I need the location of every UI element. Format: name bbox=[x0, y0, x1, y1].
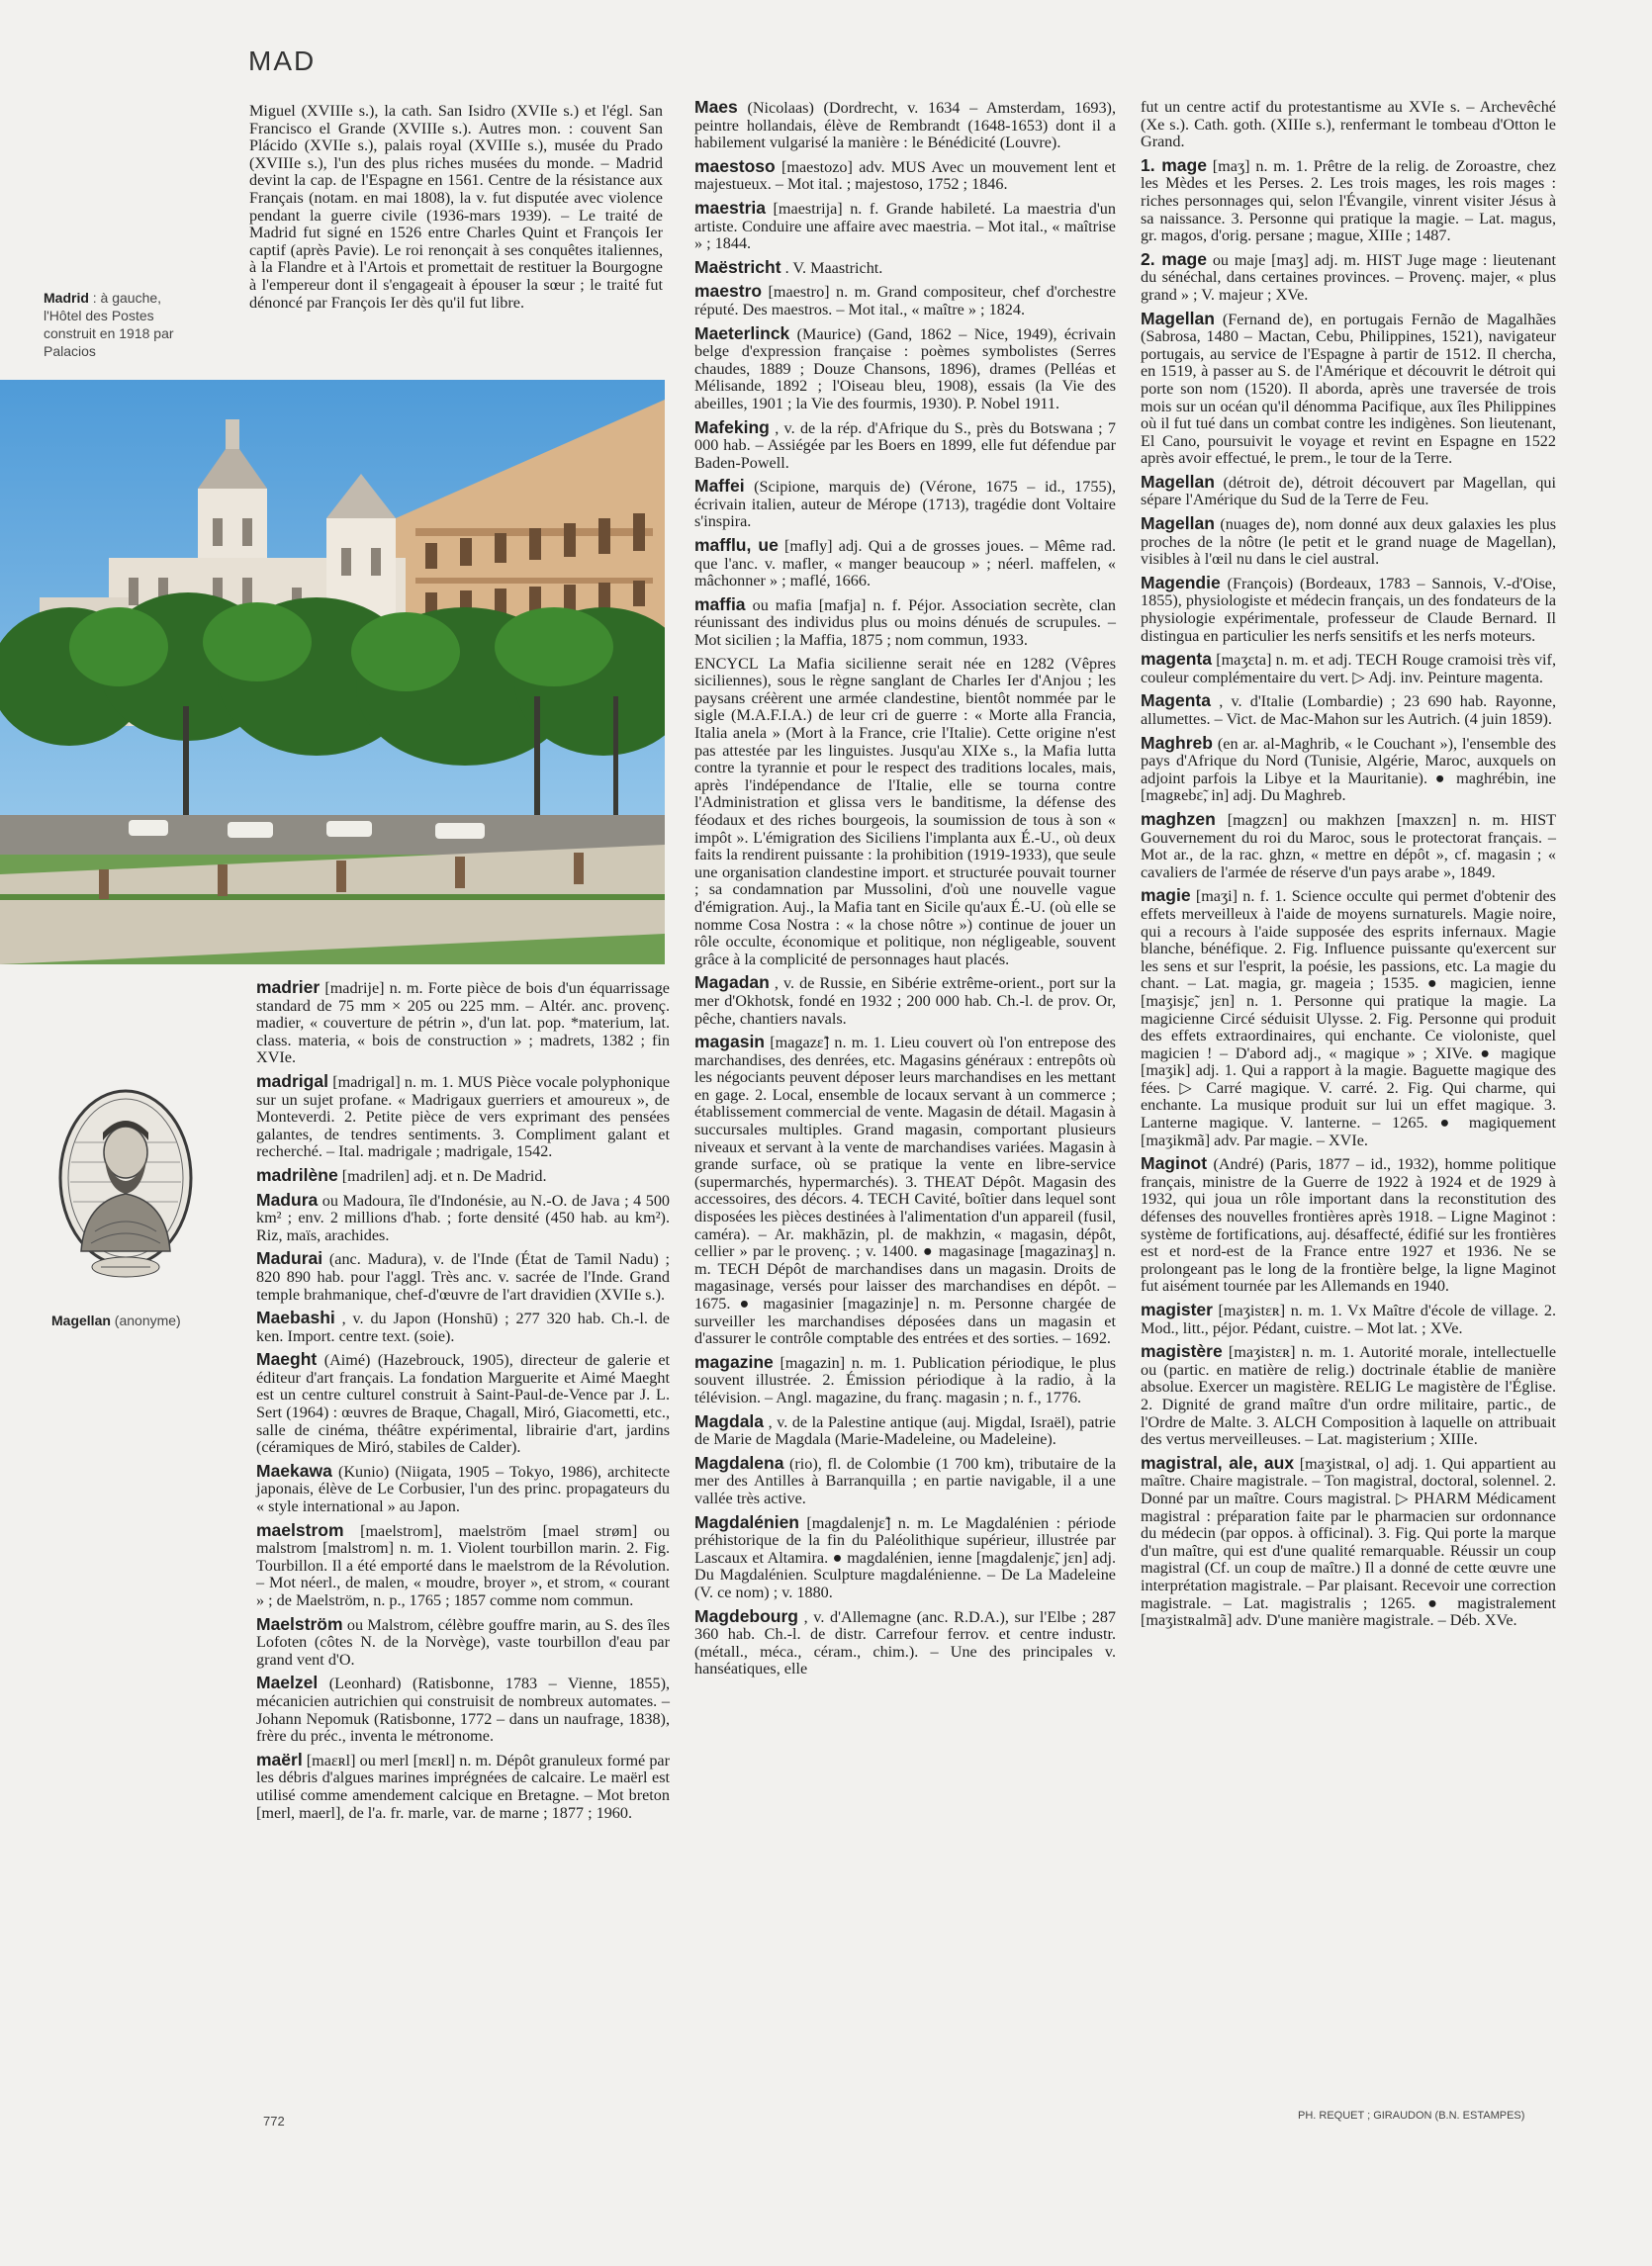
entry-definition: [madrilen] adj. et n. De Madrid. bbox=[341, 1166, 547, 1185]
entry-headword: maestro bbox=[694, 281, 763, 302]
entry-headword: Maes bbox=[694, 97, 738, 117]
entry-definition: (détroit de), détroit découvert par Magellan, qui sépare l'Amérique du Sud de la Terre de Feu. bbox=[1141, 473, 1556, 509]
entry-headword: 1. mage bbox=[1141, 154, 1207, 175]
entry-definition: [magdalenjɛ̃] n. m. Le Magdalénien : période préhistorique de la fin du Paléolithique supérieur, illustrée par Lascaux et Altamira. ● magdalénien, ienne [magdalenjɛ̃, jɛn] adj. Du Magdalénien. Sculpture magdalénienne. – De La Madeleine (V. ce nom) ; v. 1880. bbox=[694, 1513, 1117, 1601]
entry-headword: maërl bbox=[256, 1749, 303, 1769]
magellan-portrait bbox=[55, 1083, 196, 1303]
dictionary-entry bbox=[1141, 154, 1556, 245]
entry-headword: magistral, ale, aux bbox=[1141, 1452, 1295, 1473]
magellan-portrait-engraving bbox=[55, 1083, 196, 1303]
dictionary-entry bbox=[694, 283, 1116, 318]
entry-headword: magie bbox=[1141, 885, 1191, 906]
dictionary-entry bbox=[694, 197, 1116, 253]
entry-headword: Magdala bbox=[694, 1410, 765, 1431]
entry-definition: [maʒistʀal, o] adj. 1. Qui appartient au maître. Chaire magistrale. – Ton magistral, doctoral, solennel. 2. Donné par un maître. Cours magistral. ▷ PHARM Médicament magistral : préparation faite par le pharmacien sur ordonnance du médecin (par oppos. à officinal). 3. Fig. Qui porte la marque d'un maître, qui est d'une qualité remarquable. Réussir un coup magistral (Cf. un coup de maître.) Il a donné de cette œuvre une interprétation magistrale. – Par plaisant. Recevoir une correction magistrale. – Lat. magistralis ; 1265. ● magistralement [maʒistʀalmã] adv. D'une manière magistrale. – Déb. XVe. bbox=[1141, 1454, 1557, 1630]
dictionary-entry bbox=[1141, 572, 1557, 645]
entry-headword: Maghreb bbox=[1141, 732, 1213, 753]
madrid-caption bbox=[44, 289, 202, 360]
madrid-caption-name: Madrid bbox=[44, 290, 89, 306]
madrid-caption-text: : à gauche, l'Hôtel des Postes construit en 1918 par Palacios bbox=[44, 290, 174, 359]
page-header-title: MAD bbox=[248, 45, 317, 76]
entry-headword: Magellan bbox=[1141, 471, 1215, 492]
dictionary-entry bbox=[694, 155, 1116, 194]
entry-headword: Maginot bbox=[1141, 1153, 1208, 1174]
dictionary-entry bbox=[1141, 1343, 1556, 1449]
entry-definition: (Leonhard) (Ratisbonne, 1783 – Vienne, 1855), mécanicien autrichien qui construisit de nombreux automates. – Johann Nepomuk (Ratisbonne, 1772 – dans un naufrage, 1838), frère du préc., inventa le métronome. bbox=[256, 1675, 671, 1746]
entry-definition: . V. Maastricht. bbox=[784, 258, 883, 277]
entry-headword: madrilène bbox=[256, 1164, 338, 1185]
entry-headword: Maëstricht bbox=[694, 256, 781, 277]
entry-headword: Magellan bbox=[1141, 513, 1215, 534]
page-number: 772 bbox=[263, 2114, 285, 2129]
dictionary-entry bbox=[256, 1070, 671, 1161]
entry-headword: magenta bbox=[1141, 649, 1212, 670]
entry-headword: Magendie bbox=[1141, 572, 1221, 592]
entry-definition: (Kunio) (Niigata, 1905 – Tokyo, 1986), architecte japonais, élève de Le Corbusier, l'un des princ. propagateurs du « style international » au Japon. bbox=[256, 1462, 670, 1516]
dictionary-entry bbox=[256, 1189, 671, 1245]
entry-headword: maestria bbox=[694, 197, 766, 218]
column-1-intro bbox=[249, 103, 663, 317]
entry-headword: magasin bbox=[694, 1032, 765, 1052]
entry-definition: [maʒ] n. m. 1. Prêtre de la relig. de Zoroastre, chez les Mèdes et les Perses. 2. Les trois mages, les rois mages : riches personnages qui, selon l'Évangile, vinrent visiter Jésus à sa naissance. 3. Personne qui pratique la magie. – Lat. magus, gr. magos, d'orig. persane ; mague, XIIIe ; 1487. bbox=[1141, 156, 1556, 245]
dictionary-entry bbox=[694, 656, 1116, 969]
entry-headword: Magenta bbox=[1141, 690, 1211, 711]
dictionary-entry bbox=[1141, 1302, 1556, 1337]
dictionary-entry bbox=[694, 1605, 1117, 1678]
dictionary-entry bbox=[694, 1410, 1116, 1449]
dictionary-entry bbox=[694, 537, 1116, 590]
entry-definition: , v. d'Allemagne (anc. R.D.A.), sur l'Elbe ; 287 360 hab. Ch.-l. de distr. Carrefour ferrov. et centre industr. (métall., méca., céram., chim.). – Une des principales v. hanséatiques, elle bbox=[694, 1607, 1117, 1678]
entry-definition: ou maje [maʒ] adj. m. HIST Juge mage : lieutenant du sénéchal, dans certaines provinces. – Provenç. majer, « plus grand » ; V. majeur ; XVe. bbox=[1141, 250, 1556, 304]
entry-headword: Maelzel bbox=[256, 1673, 319, 1693]
entry-definition: ou mafia [mafja] n. f. Péjor. Association secrète, clan réunissant des individus plus ou moins dénués de scrupules. – Mot sicilien ; la Maffia, 1875 ; nom commun, 1933. bbox=[694, 595, 1116, 650]
dictionary-entry bbox=[256, 1250, 670, 1304]
entry-definition: ENCYCL La Mafia sicilienne serait née en 1282 (Vêpres siciliennes), sous le règne sanglant de Charles Ier d'Anjou ; les paysans créèrent une armée clandestine, bientôt nommée par le sigle (M.A.F.I.A.) de leur cri de guerre : « Morte alla Francia, Italia anela » (Mort à la France, crie l'Italie). Cette origine n'est pas attestée par les linguistes. Jusqu'au XIXe s., la Mafia lutta contre la tyrannie et pour le respect des traditions locales, mais, après l'indépendance de l'Italie, elle se tourna contre l'Administration et glissa vers le banditisme, la défense des féodaux et des riches bourgeois, la soumission de tous à son « impôt ». L'émigration des Siciliens l'implanta aux É.-U., où deux faits la rendirent puissante : la prohibition (1919-1933), que seule une organisation clandestine import. et structurée pouvait tourner ; sa condamnation par Mussolini, d'où une nouvelle vague d'émigration. Auj., la Mafia tant en Sicile qu'aux É.-U. (où elle se nomme Cosa Nostra : « la chose nôtre ») continue de jouer un rôle occulte, économique et politique, non négligeable, souvent grâce à la complicité de personnages haut placés. bbox=[694, 654, 1116, 968]
dictionary-entry bbox=[256, 1351, 670, 1457]
dictionary-entry bbox=[1141, 808, 1556, 881]
dictionary-entry bbox=[694, 974, 1116, 1028]
entry-definition: [magazin] n. m. 1. Publication périodique, le plus souvent illustrée. 2. Émission périodique à la radio, à la télévision. – Angl. magazine, du franç. magasin ; n. f., 1776. bbox=[694, 1353, 1116, 1406]
entry-definition: [maʒistɛʀ] n. m. 1. Autorité morale, intellectuelle ou (partic. en matière de relig.) doctrinale établie de manière absolue. Exercer un magistère. RELIG Le magistère de l'Église. 2. Dignité de grand maître d'un ordre militaire, partic., de l'Ordre de Malte. 3. ALCH Composition à laquelle on attribuait des vertus merveilleuses. – Lat. magisterium ; XIIIe. bbox=[1141, 1343, 1556, 1449]
dictionary-entry bbox=[256, 979, 670, 1067]
entry-definition: (François) (Bordeaux, 1783 – Sannois, V.-d'Oise, 1855), physiologiste et médecin français, un des fondateurs de la physiologie expérimentale, professeur de Claude Bernard. Il distingua en particulier les nerfs sensitifs et les nerfs moteurs. bbox=[1141, 574, 1557, 645]
entry-headword: Maeterlinck bbox=[694, 322, 790, 343]
entry-definition: [maelstrom], maelström [mael strøm] ou malstrom [malstrom] n. m. 1. Violent tourbillon marin. 2. Fig. Tourbillon. Il a été emporté dans le maelstrom de la Révolution. – Mot néerl., de malen, « moudre, broyer », et strom, « courant » ; de Maelström, n. p., 1765 ; 1857 comme nom commun. bbox=[256, 1521, 671, 1609]
magellan-caption-text: (anonyme) bbox=[114, 1313, 181, 1328]
entry-definition: , v. du Japon (Honshū) ; 277 320 hab. Ch.-l. de ken. Import. centre text. (soie). bbox=[256, 1310, 670, 1345]
entry-definition: , v. de la rép. d'Afrique du S., près du Botswana ; 7 000 hab. – Assiégée par les Boers en 1899, elle fut défendue par Baden-Powell. bbox=[694, 418, 1117, 472]
column-1-entries bbox=[256, 979, 670, 1828]
entry-headword: magazine bbox=[694, 1351, 774, 1372]
madrid-photo bbox=[0, 380, 665, 964]
entry-definition: [maʒistɛʀ] n. m. 1. Vx Maître d'école de village. 2. Mod., litt., péjor. Pédant, cuistre. – Mot lat. ; XVe. bbox=[1141, 1302, 1556, 1337]
entry-headword: Magdalena bbox=[694, 1452, 784, 1473]
entry-headword: magistère bbox=[1141, 1341, 1223, 1362]
entry-definition: (nuages de), nom donné aux deux galaxies les plus proches de la nôtre (le petit et le grand nuage de Magellan), visibles à l'œil nu dans le ciel austral. bbox=[1141, 515, 1556, 569]
dictionary-entry bbox=[1141, 887, 1556, 1149]
entry-headword: magister bbox=[1141, 1300, 1213, 1319]
madrid-photo-illustration bbox=[0, 380, 665, 964]
entry-definition: , v. d'Italie (Lombardie) ; 23 690 hab. Rayonne, allumettes. – Vict. de Mac-Mahon sur les Autrich. (4 juin 1859). bbox=[1141, 692, 1557, 728]
entry-headword: Maebashi bbox=[256, 1308, 335, 1328]
entry-definition: (Aimé) (Hazebrouck, 1905), directeur de galerie et éditeur d'art français. La fondation Marguerite et Aimé Maeght est un centre culturel construit à Saint-Paul-de-Vence par J. L. Sert (1964) : œuvres de Braque, Chagall, Miró, Giacometti, etc., salle de cinéma, théâtre expérimental, librairie d'art, jardins (céramiques de Miró, stabiles de Calder). bbox=[256, 1351, 671, 1457]
entry-headword: Madurai bbox=[256, 1248, 323, 1269]
column-2-entries bbox=[694, 99, 1116, 1684]
entry-definition: [magazɛ̃] n. m. 1. Lieu couvert où l'on entrepose des marchandises, des denrées, etc. Magasins généraux : entrepôts où les négociants peuvent déposer leurs marchandises en les mettant en gage. 2. Local, ensemble de locaux servant à un commerce ; établissement commercial de vente. Magasin de détail. Magasin à succursales multiples. Grand magasin, comportant plusieurs niveaux et servant à la vente de marchandises variées. Magasin à grande surface, où se pratique la vente en libre-service (supermarchés, hypermarchés). 3. THEAT Dépôt. Magasin des accessoires, des décors. 4. TECH Cavité, boîtier dans lequel sont disposées les pièces destinées à l'alimentation d'un appareil (fusil, caméra). – Ar. makhāzin, pl. de makhzin, « magasin, dépôt, cellier » par le provenç. ; v. 1400. ● magasinage [magazinaʒ] n. m. TECH Dépôt de marchandises dans un magasin. Droits de magasinage, versés pour laisser des marchandises en dépôt. – 1675. ● magasinier [magazinje] n. m. Personne chargée de surveiller les marchandises déposées dans un magasin et d'assurer le contrôle comptable des entrées et des sorties. – 1692. bbox=[694, 1034, 1116, 1348]
entry-definition: (rio), fl. de Colombie (1 700 km), tributaire de la mer des Antilles à Barranquilla ; en partie navigable, il a une vallée très active. bbox=[694, 1454, 1117, 1507]
dictionary-entry bbox=[694, 1511, 1117, 1602]
dictionary-entry bbox=[1141, 515, 1556, 569]
entry-definition: [magzɛn] ou makhzen [maxzɛn] n. m. HIST Gouvernement du roi du Maroc, sous le protectorat français. – Mot ar., de la rac. ghzn, « mettre en dépôt », cf. magasin ; « cavaliers de l'armée de réserve d'un pays arabe », 1849. bbox=[1141, 810, 1556, 881]
madrid-entry-continuation: Miguel (XVIIIe s.), la cath. San Isidro (XVIIe s.) et l'égl. San Francisco el Grande (XVIIIe s.). Autres mon. : couvent San Plácido (XVIIe s.), palais royal (XVIIIe s.), musée du Prado (XVIIIe s.), l'un des plus riches musées du monde. – Madrid devint la cap. de l'Espagne en 1561. Centre de la résistance aux Français (notam. en mai 1808), la v. fut disputée avec violence pendant la guerre civile (1936-mars 1939). – Le traité de Madrid fut signé en 1526 entre Charles Quint et François Ier captif (après Pavie). Le roi renonçait à ses conquêtes italiennes, à la Flandre et à l'Artois et promettait de restituer la Bourgogne à l'empereur dont il s'engageait à épouser la sœur ; le traité fut dénoncé par François Ier dès qu'il fut libre. bbox=[249, 102, 663, 312]
entry-definition: (anc. Madura), v. de l'Inde (État de Tamil Nadu) ; 820 890 hab. pour l'aggl. Très anc. v. sacrée de l'Inde. Grand temple brahmanique, chef-d'œuvre de l'art dravidien (XVIIe s.). bbox=[256, 1250, 670, 1304]
entry-definition: [madrigal] n. m. 1. MUS Pièce vocale polyphonique sur un sujet profane. « Madrigaux guerriers et amoureux », de Monteverdi. 2. Petite pièce de vers exprimant des pensées galantes, de tendres sentiments. 3. Compliment galant et recherché. – Ital. madrigale ; madrigale, 1542. bbox=[256, 1072, 671, 1161]
dictionary-entry bbox=[694, 322, 1116, 413]
dictionary-entry bbox=[1141, 308, 1556, 468]
dictionary-entry bbox=[256, 1460, 670, 1516]
dictionary-entry bbox=[256, 1675, 670, 1745]
dictionary-entry bbox=[694, 478, 1116, 531]
entry-definition: [mafly] adj. Qui a de grosses joues. – Même rad. que l'anc. v. mafler, « manger beaucoup » ; néerl. maffelen, « mâchonner » ; maflé, 1666. bbox=[694, 537, 1116, 590]
dictionary-entry bbox=[694, 1452, 1117, 1508]
entry-definition: (Nicolaas) (Dordrecht, v. 1634 – Amsterdam, 1693), peintre hollandais, élève de Rembrandt (1648-1653) dont il a habilement vulgarisé la manière : le Bénédicité (Louvre). bbox=[694, 99, 1116, 152]
entry-definition: [maestro] n. m. Grand compositeur, chef d'orchestre réputé. Des maestros. – Mot ital., « maître » ; 1824. bbox=[694, 283, 1117, 318]
magellan-caption bbox=[51, 1312, 220, 1329]
dictionary-entry bbox=[256, 1164, 670, 1186]
dictionary-entry bbox=[1141, 1155, 1556, 1296]
entry-headword: 2. mage bbox=[1141, 248, 1207, 269]
entry-definition: (en ar. al-Maghrib, « le Couchant »), l'ensemble des pays d'Afrique du Nord (Tunisie, Algérie, Maroc, auxquels on adjoint parfois la Libye et la Mauritanie). ● maghrébin, ine [magʀebɛ̃, in] adj. Du Maghreb. bbox=[1141, 734, 1557, 805]
dictionary-entry bbox=[694, 1351, 1116, 1407]
dictionary-entry bbox=[1141, 1452, 1557, 1630]
column-3-entries bbox=[1141, 99, 1556, 1636]
dictionary-entry bbox=[1141, 651, 1556, 686]
dictionary-entry bbox=[256, 1613, 670, 1670]
dictionary-entry bbox=[256, 1519, 671, 1610]
entry-headword: Magdalénien bbox=[694, 1511, 799, 1532]
entry-definition: , v. de la Palestine antique (auj. Migdal, Israël), patrie de Marie de Magdala (Marie-Madeleine, ou Madeleine). bbox=[694, 1412, 1116, 1449]
entry-headword: maffia bbox=[694, 593, 746, 614]
entry-headword: madrier bbox=[256, 977, 321, 997]
dictionary-entry bbox=[694, 1034, 1116, 1348]
entry-headword: maelstrom bbox=[256, 1519, 344, 1540]
dictionary-entry bbox=[694, 593, 1116, 650]
entry-definition: (Scipione, marquis de) (Vérone, 1675 – id., 1755), écrivain italien, auteur de Mérope (1713), tragédie dont Voltaire s'inspira. bbox=[694, 478, 1116, 531]
entry-definition: (Maurice) (Gand, 1862 – Nice, 1949), écrivain belge d'expression française : poèmes symbolistes (Serres chaudes, 1889 ; Douze Chansons, 1896), drames (Pelléas et Mélisande, 1892 ; l'Oiseau bleu, 1908), essais (la Vie des abeilles, 1901 ; la Vie des fourmis, 1930). P. Nobel 1911. bbox=[694, 324, 1116, 412]
entry-headword: Mafeking bbox=[694, 416, 770, 437]
entry-definition: (Fernand de), en portugais Fernão de Magalhães (Sabrosa, 1480 – Mactan, Cebu, Philippines, 1521), navigateur portugais, au service de l'Espagne à partir de 1512. Il chercha, en 1519, à passer au S. de l'Amérique et découvrit le détroit qui porte son nom (1520). Il aborda, après une traversée de trois mois sur un océan qu'il dénomma Pacifique, aux îles Philippines où il fut tué dans un combat contre les indigènes. Son lieutenant, El Cano, poursuivit le voyage et revint en Espagne en 1522 après avoir effectué, le prem., le tour de la Terre. bbox=[1141, 310, 1556, 468]
photo-credit: PH. REQUET ; GIRAUDON (B.N. ESTAMPES) bbox=[1298, 2110, 1525, 2122]
entry-headword: Magdebourg bbox=[694, 1605, 798, 1626]
entry-headword: madrigal bbox=[256, 1070, 328, 1091]
dictionary-entry bbox=[1141, 471, 1556, 509]
entry-headword: Maelström bbox=[256, 1613, 343, 1634]
entry-definition: ou Madoura, île d'Indonésie, au N.-O. de Java ; 4 500 km² ; env. 2 millions d'hab. ; forte densité (450 hab. au km²). Riz, maïs, arachides. bbox=[256, 1191, 671, 1244]
entry-headword: Maekawa bbox=[256, 1460, 332, 1481]
entry-definition: [maʒɛta] n. m. et adj. TECH Rouge cramoisi très vif, couleur complémentaire du vert. ▷ Adj. inv. Peinture magenta. bbox=[1141, 651, 1556, 686]
entry-headword: Magadan bbox=[694, 972, 770, 993]
dictionary-entry bbox=[1141, 732, 1557, 805]
dictionary-entry bbox=[694, 416, 1117, 473]
dictionary-entry bbox=[694, 99, 1116, 152]
entry-definition: , v. de Russie, en Sibérie extrême-orient., port sur la mer d'Okhotsk, fondé en 1932 ; 200 000 hab. Ch.-l. de prov. Or, pêche, chantiers navals. bbox=[694, 974, 1116, 1028]
entry-definition: [madrije] n. m. Forte pièce de bois d'un équarrissage standard de 75 mm × 205 ou 225 mm. – Altér. anc. provenç. madier, « couverture de pétrin », d'un lat. pop. *materium, lat. class. materia, « bois de construction » ; madrets, 1382 ; fin XVIe. bbox=[256, 979, 670, 1067]
entry-headword: mafflu, ue bbox=[694, 535, 779, 556]
dictionary-entry bbox=[256, 1749, 670, 1822]
magdebourg-entry-continuation: fut un centre actif du protestantisme au XVIe s. – Archevêché (Xe s.). Cath. goth. (XIIIe s.), renfermant le tombeau d'Otton le Grand. bbox=[1141, 98, 1556, 151]
dictionary-entry bbox=[694, 256, 1116, 278]
entry-definition: [maʒi] n. f. 1. Science occulte qui permet d'obtenir des effets merveilleux à l'aide de moyens surnaturels. Magie noire, qui a recours à l'aide supposée des esprits infernaux. Magie blanche, bénéfique. 2. Fig. Influence puissante qu'exercent sur les sens et sur l'esprit, la poésie, les passions, etc. La magie du chant. – Lat. magia, gr. mageia ; 1535. ● magicien, ienne [maʒisjɛ̃, jɛn] n. 1. Personne qui pratique la magie. La magicienne Circé séduisit Ulysse. 2. Fig. Personne qui produit des effets extraordinaires, qui enchante. Ce violoniste, quel magicien ! – D'abord adj., « magique » ; XIVe. ● magique [maʒik] adj. 1. Qui a rapport à la magie. Baguette magique des fées. ▷ Carré magique. V. carré. 2. Fig. Qui charme, qui enchante. La musique produit sur lui un effet magique. 3. Lanterne magique. V. lanterne. – 1265. ● magiquement [maʒikmã] adv. Par magie. – XVIe. bbox=[1141, 887, 1556, 1149]
entry-headword: maestoso bbox=[694, 155, 776, 176]
dictionary-entry bbox=[1141, 248, 1556, 305]
entry-headword: Maffei bbox=[694, 476, 745, 497]
magellan-caption-name: Magellan bbox=[51, 1313, 111, 1328]
entry-definition: (André) (Paris, 1877 – id., 1932), homme politique français, ministre de la Guerre de 1922 à 1924 et de 1929 à 1932, qui joua un rôle important dans la reconstitution des défenses des nouvelles frontières après 1918. – Ligne Maginot : système de fortifications, auj. désaffecté, édifié sur les frontières est et nord-est de la France entre 1927 et 1936. Ne se prolongeant pas le long de la frontière belge, la ligne Maginot fut aisément tournée par les Allemands en 1940. bbox=[1141, 1155, 1557, 1296]
entry-definition: [maestrija] n. f. Grande habileté. La maestria d'un artiste. Conduire une affaire avec maestria. – Mot ital., « maîtrise » ; 1844. bbox=[694, 199, 1116, 253]
entry-definition: [maɛʀl] ou merl [mɛʀl] n. m. Dépôt granuleux formé par les débris d'algues marines imprégnées de calcaire. Le maërl est utilisé comme amendement calcique en Bretagne. – Mot breton [merl, maerl], de l'a. fr. marle, var. de marne ; 1877 ; 1960. bbox=[256, 1751, 670, 1822]
entry-headword: Maeght bbox=[256, 1349, 318, 1370]
dictionary-entry bbox=[1141, 692, 1556, 728]
entry-headword: maghzen bbox=[1141, 808, 1216, 829]
entry-definition: ou Malstrom, célèbre gouffre marin, au S. des îles Lofoten (côtes N. de la Norvège), vaste tourbillon d'eau par grand vent d'O. bbox=[256, 1615, 670, 1669]
entry-definition: [maestozo] adv. MUS Avec un mouvement lent et majestueux. – Mot ital. ; majestoso, 1752 ; 1846. bbox=[694, 157, 1116, 194]
dictionary-entry bbox=[256, 1310, 670, 1345]
entry-headword: Madura bbox=[256, 1189, 319, 1210]
entry-headword: Magellan bbox=[1141, 308, 1215, 328]
